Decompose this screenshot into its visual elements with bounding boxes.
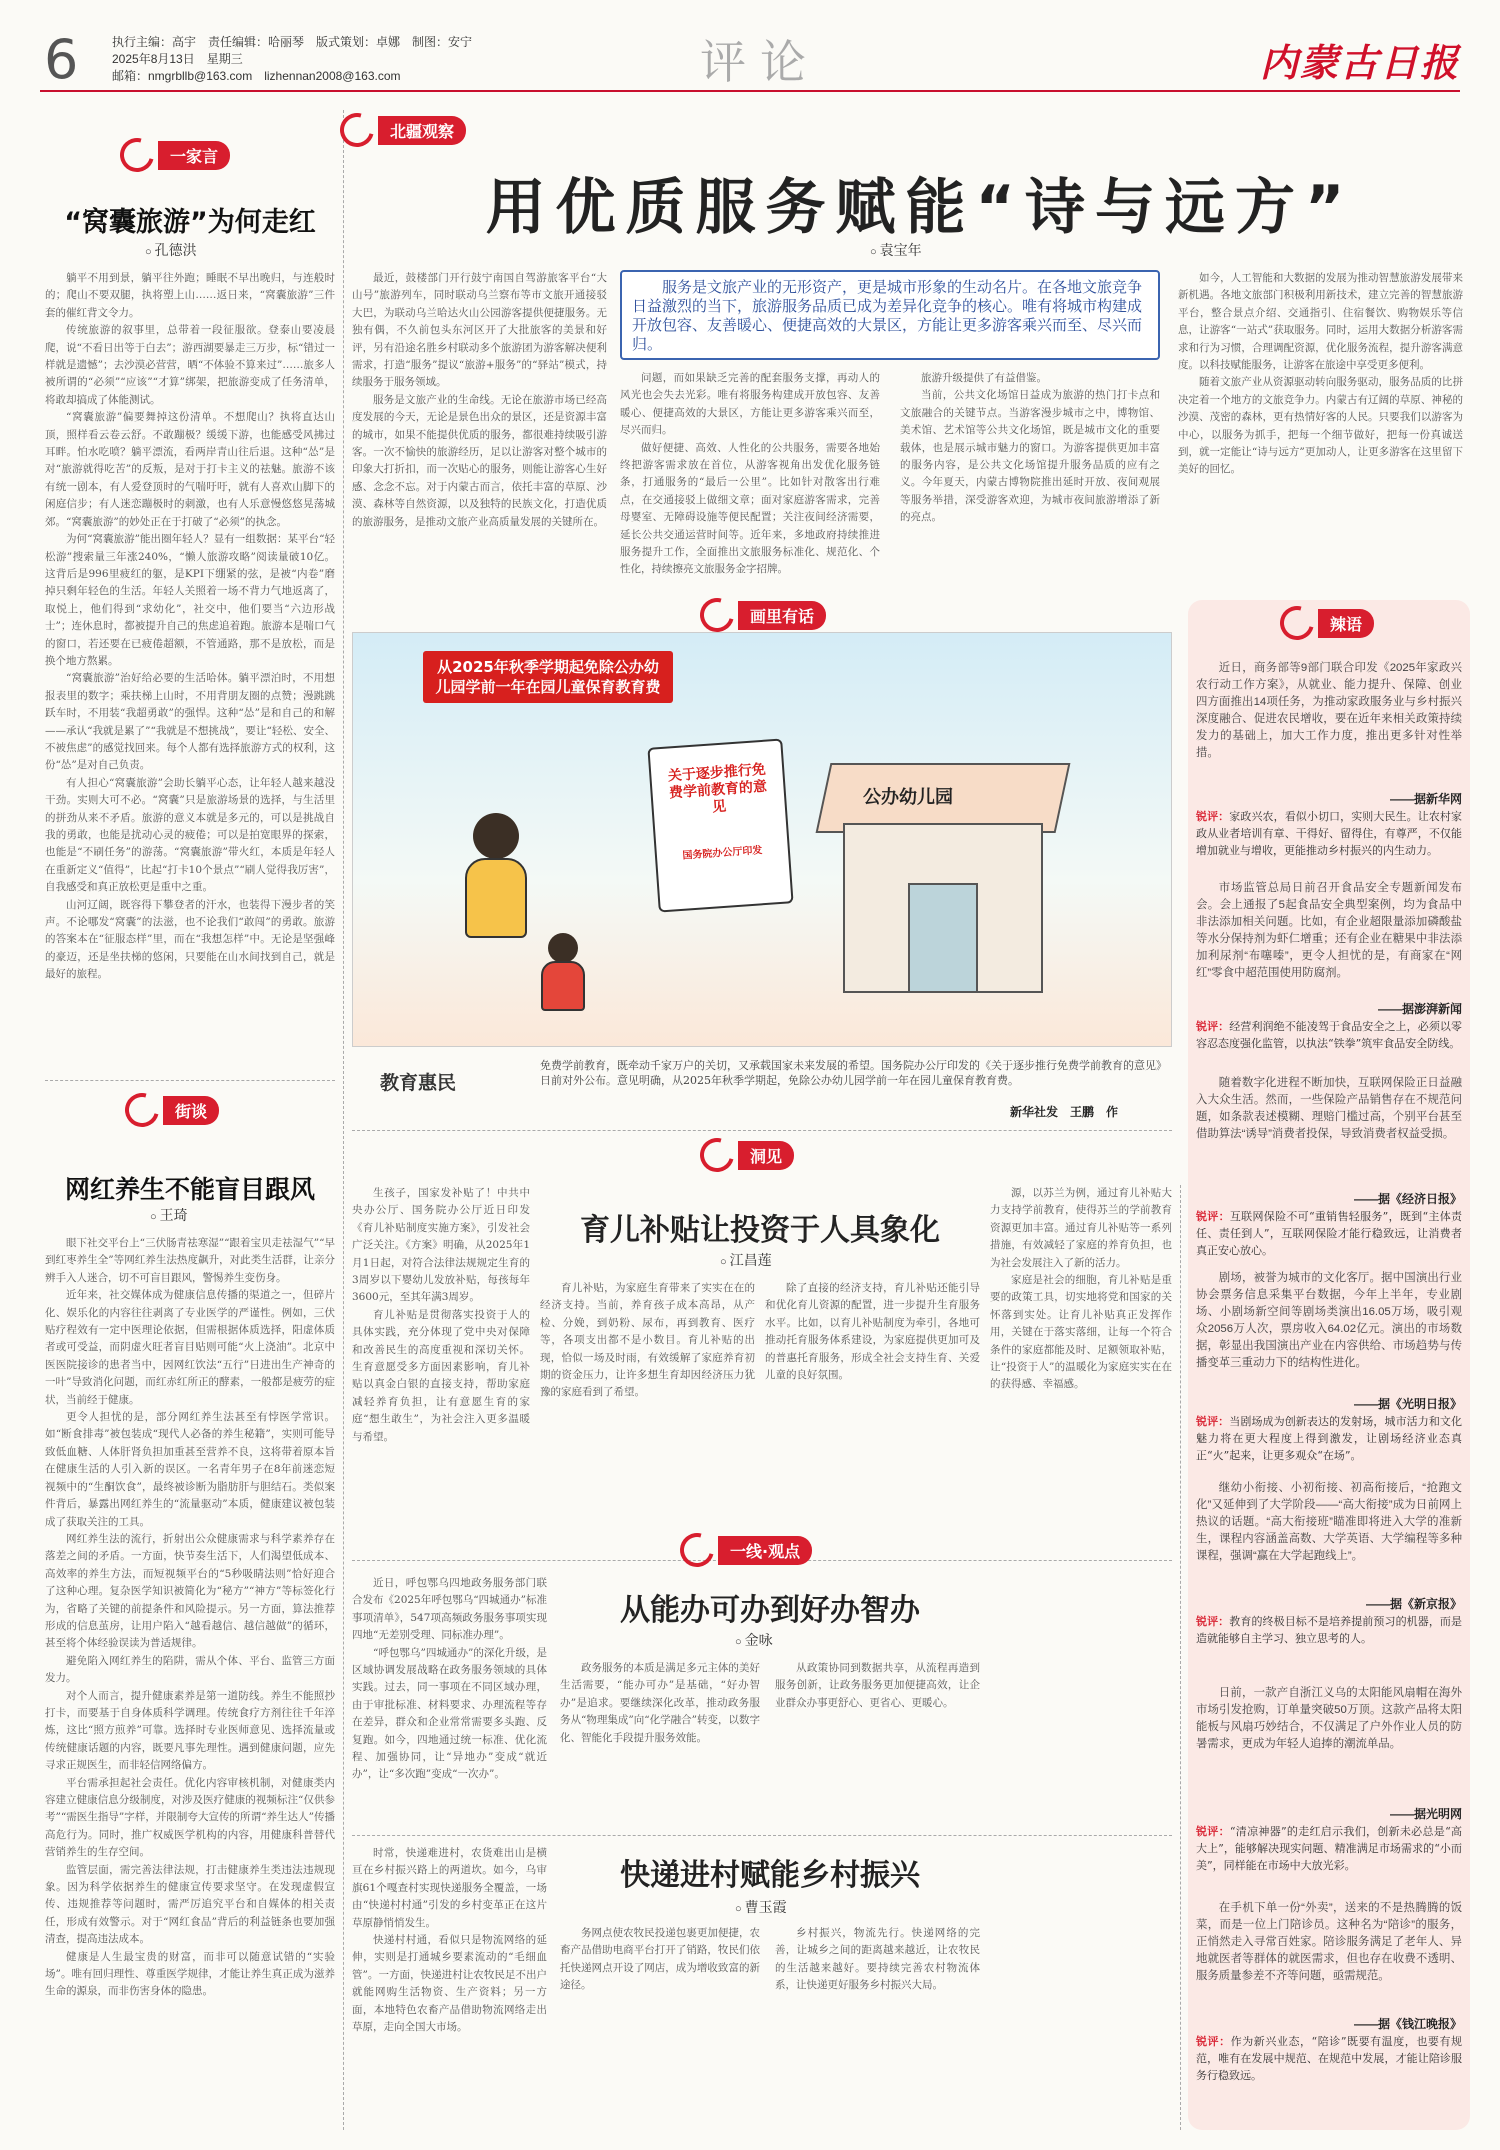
sidebar-item-comment bbox=[1196, 2033, 1462, 2085]
article-4-author: ○ 金咏 bbox=[735, 1630, 773, 1650]
sidebar-item-comment-text: 作为新兴业态，“陪诊”既要有温度，也要有规范，唯有在发展中规范、在规范中发展，才能让陪诊服务行稳致远。 bbox=[1196, 2035, 1462, 2082]
cartoon-label: 教育惠民 bbox=[380, 1072, 457, 1094]
column-divider bbox=[343, 110, 344, 2130]
masthead bbox=[40, 22, 1460, 92]
left-article-1-title: “窝囊旅游”为何走红 bbox=[64, 207, 316, 238]
article-4-col-2: 政务服务的本质是满足多元主体的美好生活需要，“能办可办”是基础，“好办智办”是追求。要继续深化改革，推动政务服务从“物理集成”向“化学融合”转变，以数字化、智能化手段提升服务效能。 bbox=[560, 1662, 760, 1744]
comment-label: 锐评： bbox=[1196, 1825, 1230, 1838]
small-child-figure bbox=[541, 961, 585, 1011]
divider bbox=[45, 1080, 335, 1081]
cartoon-caption: 免费学前教育，既牵动千家万户的关切，又承载国家未来发展的希望。国务院办公厅印发的《关于逐步推行免费学前教育的意见》日前对外公布。意见明确，从2025年秋季学期起，免除公办幼儿园学前一年在园儿童保育教育费。 bbox=[540, 1059, 1167, 1087]
child-head bbox=[473, 813, 519, 859]
policy-document bbox=[647, 738, 793, 912]
issue-date: 2025年8月13日 星期三 bbox=[112, 52, 243, 66]
article-3-author: ○ 江昌莲 bbox=[720, 1250, 772, 1270]
editorial-cartoon bbox=[352, 632, 1172, 1047]
sidebar-item-source: ——据《经济日报》 bbox=[1353, 1192, 1462, 1206]
sidebar-item-source: ——据《新京报》 bbox=[1365, 1597, 1462, 1611]
kindergarten-sign: 公办幼儿园 bbox=[863, 787, 953, 808]
divider bbox=[352, 1130, 1172, 1131]
swoosh-icon bbox=[114, 132, 160, 178]
sidebar-item-comment bbox=[1196, 1613, 1462, 1665]
child-figure bbox=[465, 858, 527, 938]
section-title: 评论 bbox=[700, 35, 820, 89]
sidebar-item-comment-text: “清凉神器”的走红启示我们，创新未必总是“高大上”，能够解决现实问题、精准满足市场需求的“小而美”，同样能在市场中大放光彩。 bbox=[1196, 1825, 1462, 1872]
sidebar-item-source: ——据光明网 bbox=[1389, 1807, 1462, 1821]
paragraph: 更令人担忧的是，部分网红养生法甚至有悖医学常识。如“断食排毒”被包装成“现代人必备的养生秘籍”，实则可能导致低血糖、人体肝肾负担加重甚至营养不良，这将带着原本旨在健康生活的人引入新的误区。一名青年男子在8年前迷恋短视频中的“生酮饮食”，最终被诊断为脂肪肝与胆结石。类似案件背后，暴露出网红养生的“流量驱动”本质，健康建议被包装成了获取关注的工具。 bbox=[45, 1411, 335, 1528]
column-tag-dongjian: 洞见 bbox=[700, 1140, 794, 1170]
article-5-col-2: 务网点使农牧民投递包裹更加便捷，农畜产品借助电商平台打开了销路，牧民们依托快递网点开设了网店，成为增收致富的新途径。 bbox=[560, 1927, 760, 1992]
paragraph: 近年来，社交媒体成为健康信息传播的渠道之一，但碎片化、娱乐化的内容往往剥离了专业医学的严谨性。例如，三伏贴疗程效有一定中医理论依据，但需根据体质选择，阳虚体质者或可受益，而阴虚火旺者盲目贴则可能“火上浇油”。北京中医医院接诊的患者当中，因网红饮法“五行”日进出生产神奇的一叶”导致消化问题，而红赤红所正的酵素，一般都是疲劳的症状，当前经于健康。 bbox=[45, 1289, 335, 1406]
cartoon-credit: 新华社发 王鹏 作 bbox=[1010, 1105, 1119, 1119]
paragraph: 监管层面，需完善法律法规，打击健康养生类违法违规现象。因为科学依据养生的健康宣传要求坚守。在发现虚假宣传、违规推荐等问题时，需严厉追究平台和自媒体的相关责任，形成有效警示。对于“网红食品”背后的利益链条也要加强清查，提高违法成本。 bbox=[45, 1863, 335, 1946]
column-divider bbox=[1180, 1185, 1181, 2130]
sidebar-item-comment bbox=[1196, 1208, 1462, 1260]
sidebar-item-source: ——据澎湃新闻 bbox=[1377, 1002, 1462, 1016]
sidebar-item-comment-text: 教育的终极目标不是培养提前预习的机器，而是造就能够自主学习、独立思考的人。 bbox=[1196, 1615, 1462, 1645]
paragraph: 躺平不用到景，躺平往外跑；睡眠不早出晚归，与连般时的；爬山不要双腿，执将塑上山……返日来，“窝囊旅游”三件套的催红背文令力。 bbox=[45, 272, 335, 319]
sidebar-item-text: 日前，一款产自浙江义乌的太阳能风扇帽在海外市场引发抢购，订单量突破50万顶。这款产品将太阳能板与风扇巧妙结合，不仅满足了户外作业人员的防暑需求，更成为年轻人追捧的潮流单品。 bbox=[1196, 1687, 1462, 1750]
article-4-col-1: 近日，呼包鄂乌四地政务服务部门联合发布《2025年呼包鄂乌“四城通办”标准事项清单》，547项高频政务服务事项实现四地“无差别受理、同标准办理”。 “呼包鄂乌”四城通办”的深化升级，是区域协调发展战略在政务服务领域的具体实践。过去，同一事项在不同区域办理，由于审批标准、材料要求、办理流程等存在差异，群众和企业常常需要多头跑、反复跑。如今，四地通过统一标准、优化流程、加强协同，让“异地办”变成“就近办”，让“多次跑”变成“一次办”。 bbox=[352, 1577, 547, 1781]
main-article-col-4: 如今，人工智能和大数据的发展为推动智慧旅游发展带来新机遇。各地文旅部门积极利用新技术，建立完善的智慧旅游平台，整合景点介绍、交通指引、住宿餐饮、购物娱乐等信息，让游客“一站式”获取服务。同时，运用大数据分析游客需求和行为习惯，合理调配资源，优化服务流程，提升游客满意度。以科技赋能服务，让游客在旅途中享受更多便利。 随着文旅产业从资源驱动转向服务驱动，服务品质的比拼决定着一个地方的文旅竞争力。内蒙古有辽阔的草原、神秘的沙漠、茂密的森林，更有热情好客的人民。只要我们以游客为中心，以服务为抓手，把每一个细节做好，把每一份真诚送到，就一定能让“诗与远方”更加动人，让更多游客在这里留下美好的回忆。 bbox=[1178, 272, 1463, 476]
left-article-2-title: 网红养生不能盲目跟风 bbox=[64, 1175, 315, 1204]
sidebar-item-comment bbox=[1196, 1413, 1462, 1465]
main-article-lead: 服务是文旅产业的无形资产，更是城市形象的生动名片。在各地文旅竞争日益激烈的当下，旅游服务品质已成为差异化竞争的核心。唯有将城市构建成开放包容、友善暖心、便捷高效的大景区，方能让更多游客乘兴而至、尽兴而归。 bbox=[620, 270, 1160, 360]
swoosh-icon bbox=[694, 1132, 740, 1178]
newspaper-logo: 内蒙古日报 bbox=[1259, 40, 1460, 85]
column-tag-jiedu: 街谈 bbox=[125, 1095, 219, 1125]
article-3-col-1: 生孩子，国家发补贴了！中共中央办公厅、国务院办公厅近日印发《育儿补贴制度实施方案》，引发社会广泛关注。《方案》明确，从2025年1月1日起，对符合法律法规规定生育的3周岁以下婴幼儿发放补贴，每孩每年3600元，至其年满3周岁。 育儿补贴是贯彻落实投资于人的具体实践，充分体现了党中央对保障和改善民生的高度重视和深切关怀。生育意愿受多方面因素影响，育儿补贴以真金白银的直接支持，帮助家庭减轻养育负担，让有意愿生育的家庭“想生敢生”，为社会注入更多温暖与希望。 bbox=[352, 1187, 530, 1443]
left-article-1-body bbox=[45, 270, 335, 1070]
policy-document-issuer: 国务院办公厅印发 bbox=[682, 845, 763, 862]
main-article-col-1: 最近，鼓楼部门开行鼓宁南国自驾游旅客平台“大山号”旅游列车，同时联动乌兰察布等市文旅开通接驳大巴，为联动乌兰哈达火山公园游客提供便捷服务。无独有偶，不久前包头东河区开了大批旅客的美景和好评，另有沿途名胜乡村联动多个旅游团为游客解决便利需求，打造“服务”提议“旅游+服务”的“驿站”模式，持续服务于服务领域。 服务是文旅产业的生命线。无论在旅游市场已经高度发展的今天，无论是景色出众的景区，还是资源丰富的城市，如果不能提供优质的服务，都很难持续吸引游客。一次不愉快的旅游经历，足以让游客对整个城市的印象大打折扣，而一次贴心的服务，则能让游客心生好感、念念不忘。对于内蒙古而言，依托丰富的草原、沙漠、森林等自然资源，以及独特的民族文化，打造优质的旅游服务，是推动文旅产业高质量发展的关键所在。 bbox=[352, 272, 607, 528]
paragraph: “窝囊旅游”偏要舞掉这份清单。不想爬山？执将直达山顶，照样看云卷云舒。不敢蹦极？缓缓下游，也能感受风拂过耳畔。怕水吃喷？躺平漂流，看两岸青山往后退。这种“怂”是对“旅游就得吃苦”的反叛，是对于打卡主义的祛魅。旅游不该有统一剧本，有人爱登顶时的气喘吁吁，就有人喜欢山脚下的闲庭信步；有人迷恋蹦极时的刺激，也有人乐意慢悠悠晃荡城郊。“窝囊旅游”的妙处正在于打破了“必须”的执念。 bbox=[45, 411, 335, 528]
sidebar-item-comment-text: 互联网保险不可“重销售轻服务”，既到“主体责任、责任到人”，互联网保险才能行稳致远，让消费者真正安心放心。 bbox=[1196, 1210, 1462, 1257]
paragraph: 传统旅游的叙事里，总带着一段征服欲。登泰山要凌晨爬，说“不看日出等于白去”；游西湖要暴走三万步，标“错过一样就是遗憾”；去沙漠必营营，晒“不体验不算来过”……旅多人被所谓的“必须”“应该”“才算”绑架，把旅游变成了任务清单，将敢却搞成了体能测试。 bbox=[45, 324, 335, 406]
article-3-col-4: 源，以苏兰为例，通过育儿补贴大力支持学前教育，使得苏兰的学前教育资源更加丰富。通过育儿补贴等一系列措施，有效减轻了家庭的养育负担，也为社会发展注入了新的活力。 家庭是社会的细胞，育儿补贴是重要的政策工具，切实地将党和国家的关怀落到实处。让育儿补贴真正发挥作用，关键在于落实落细，让每一个符合条件的家庭都能及时、足额领取补贴，让“投资于人”的温暖化为家庭实实在在的获得感、幸福感。 bbox=[990, 1187, 1172, 1391]
comment-label: 锐评： bbox=[1196, 2035, 1231, 2048]
article-5-author: ○ 曹玉霞 bbox=[735, 1897, 787, 1917]
comment-label: 锐评： bbox=[1196, 1210, 1230, 1223]
cartoon-banner: 从2025年秋季学期起免除公办幼儿园学前一年在园儿童保育教育费 bbox=[423, 651, 673, 703]
sidebar-item-comment-text: 当剧场成为创新表达的发射场，城市活力和文化魅力将在更大程度上得到激发，让剧场经济业态真正“火”起来，让更多观众“在场”。 bbox=[1196, 1415, 1462, 1462]
comment-label: 锐评： bbox=[1196, 810, 1230, 823]
sidebar-item-source: ——据《光明日报》 bbox=[1353, 1397, 1462, 1411]
editor-credits: 执行主编：高宇 责任编辑：哈丽琴 版式策划：卓娜 制图：安宁 bbox=[112, 35, 473, 49]
swoosh-icon bbox=[119, 1087, 165, 1133]
paragraph: 山河辽阔，既容得下攀登者的汗水，也装得下漫步者的笑声。不论哪发“窝囊”的法滋，也不论我们“敢闯”的勇敢。旅游的答案本在“征服态样”里，而在“我想怎样”中。无论是坚强峰的豪迈，还是坐扶梯的悠闲，只要能在山水间找到自己，就是最好的旅程。 bbox=[45, 898, 335, 981]
editorial-info bbox=[112, 34, 472, 85]
article-5-col-1: 时常，快递难进村，农货难出山是横亘在乡村振兴路上的两道坎。如今，乌审旗61个嘎查村实现快递服务全覆盖，一场由“快递村村通”引发的乡村变革正在这片草原静悄悄发生。 快递村村通，看似只是物流网络的延伸，实则是打通城乡要素流动的“毛细血管”。一方面，快递进村让农牧民足不出户就能网购生活物资、生产资料；另一方面，本地特色农畜产品借助物流网络走出草原，走向全国大市场。 bbox=[352, 1847, 547, 2034]
paragraph: 眼下社交平台上“三伏肠青祛寒湿”“跟着宝贝走祛湿气”“早到红枣养生全”等网红养生法热度飙升，对此类生活群，让亲分辨手入人迷合，切不可盲目跟风，警惕养生变伤身。 bbox=[45, 1237, 335, 1284]
paragraph: “窝囊旅游”治好给必要的生活哈体。躺平漂泊时，不用想报表里的数字；乘扶梯上山时，不用背朋友圈的点赞；漫跳跳跃车时，不用装“我超勇敢”的强悍。这种“怂”是和自己的和解——承认“我就是累了”“我就是不想挑战”，要让“轻松、安全、不被焦虑”的感觉找回来。每个人都有选择旅游方式的权利，这份“怂”是对自己负责。 bbox=[45, 672, 335, 772]
policy-document-title: 关于逐步推行免费学前教育的意见 bbox=[667, 761, 768, 816]
kindergarten-door bbox=[908, 883, 978, 993]
sidebar-item-text: 随着数字化进程不断加快，互联网保险正日益融入大众生活。然而，一些保险产品销售存在不规范问题，如条款表述模糊、理赔门槛过高，个别平台甚至借助算法“诱导”消费者投保，导致消费者权益受损。 bbox=[1196, 1077, 1462, 1140]
sidebar-item-text: 市场监管总局日前召开食品安全专题新闻发布会。会上通报了5起食品安全典型案例，均为食品中非法添加相关问题。比如，有企业超限量添加磷酸盐等水分保持剂为虾仁增重；还有企业在糖果中非法添加利尿剂“布噻嗪”，更令人担忧的是，有商家在“网红”零食中超范围使用防腐剂。 bbox=[1196, 882, 1462, 979]
paragraph: 避免陷入网红养生的陷阱，需从个体、平台、监管三方面发力。 bbox=[45, 1654, 335, 1685]
page-number: 6 bbox=[44, 28, 79, 91]
main-article-col-2: 问题，而如果缺乏完善的配套服务支撑，再动人的风光也会失去光彩。唯有将服务构建成开放包容、友善暖心、便捷高效的大景区，方能让更多游客乘兴而至，尽兴而归。 做好便捷、高效、人性化的公共服务，需要各地始终把游客需求放在首位，从游客视角出发优化服务链条，打通服务的“最后一公里”。比如针对散客出行难点，在交通接驳上做细文章；面对家庭游客需求，完善母婴室、无障碍设施等便民配置；关注夜间经济需要，延长公共交通运营时间等。近年来，多地政府持续推进服务提升工作，全面推出文旅服务标准化、规范化、个性化，持续擦亮文旅服务金字招牌。 bbox=[620, 372, 880, 576]
sidebar-item-source: ——据《钱江晚报》 bbox=[1353, 2017, 1462, 2031]
left-article-1-author: ○ 孔德洪 bbox=[145, 240, 197, 260]
paragraph: 对个人而言，提升健康素养是第一道防线。养生不能照抄打卡，而要基于自身体质科学调理。传统食疗方剂往往千年淬炼，这比“照方煎养”可靠。选择时专业医师意见、选择流量或传统健康话题的内容，既要凡事先理性。遇到健康问题，应先寻求正规医生，而非轻信网络偏方。 bbox=[45, 1689, 335, 1772]
comment-label: 锐评： bbox=[1196, 1415, 1230, 1428]
article-5-title: 快递进村赋能乡村振兴 bbox=[620, 1858, 920, 1893]
paragraph: 网红养生法的流行，折射出公众健康需求与科学素养存在落差之间的矛盾。一方面，快节奏生活下，人们渴望低成本、高效率的养生方法，而短视频平台的“5秒吸睛法则”恰好迎合了这种心理。复杂医学知识被简化为“秘方”“神方”等标签化行为，省略了关键的前提条件和风险提示。另一方面，算法推荐形成的信息茧房，让用户陷入“越看越信、越信越做”的循环，甚至将个体经验误读为普适规律。 bbox=[45, 1532, 335, 1650]
small-child-head bbox=[548, 933, 578, 963]
column-tag-beijiang: 北疆观察 bbox=[340, 115, 466, 145]
sidebar-item-comment bbox=[1196, 1823, 1462, 1875]
sidebar-item-comment-text: 经营利润绝不能凌驾于食品安全之上，必须以零容忍态度强化监管，以执法“铁拳”筑牢食品安全防线。 bbox=[1196, 1020, 1462, 1050]
sidebar-item-comment bbox=[1196, 1018, 1462, 1070]
paragraph: 平台需承担起社会责任。优化内容审核机制，对健康类内容建立健康信息分级制度，对涉及医疗健康的视频标注“仅供参考”“需医生指导”字样，并限制夸大宣传的所谓“养生达人”传播高危行为。同时，推广权威医学机构的内容，用健康科普替代营销养生的生存空间。 bbox=[45, 1776, 335, 1859]
article-3-title: 育儿补贴让投资于人具象化 bbox=[580, 1213, 940, 1248]
article-3-col-3: 除了直接的经济支持，育儿补贴还能引导和优化育儿资源的配置，进一步提升生育服务水平。比如，以育儿补贴制度为牵引，各地可推动托育服务体系建设，为家庭提供更加可及的普惠托育服务，形成全社会支持生育、关爱儿童的良好氛围。 bbox=[765, 1282, 980, 1382]
divider bbox=[352, 1835, 1172, 1836]
sidebar-item-text: 继幼小衔接、小初衔接、初高衔接后，“抢跑文化”又延伸到了大学阶段——“高大衔接”成为日前网上热议的话题。“高大衔接班”瞄准即将进入大学的准新生，课程内容涵盖高数、大学英语、大学编程等多种课程，强调“赢在大学起跑线上”。 bbox=[1196, 1482, 1462, 1562]
sidebar-item-text: 剧场，被誉为城市的文化客厅。据中国演出行业协会票务信息采集平台数据，今年上半年，专业剧场、小剧场新空间等剧场类演出16.05万场，吸引观众2056万人次，票房收入64.02亿元。演出的市场数据，彰显出我国演出产业在内容供给、市场趋势与传播变革三重动力下的结构性进化。 bbox=[1196, 1272, 1462, 1369]
left-article-2-author: ○ 王琦 bbox=[150, 1205, 188, 1225]
left-article-2-body bbox=[45, 1235, 335, 2130]
sidebar-item-text: 近日，商务部等9部门联合印发《2025年家政兴农行动工作方案》，从就业、能力提升、保障、创业四方面推出14项任务，为推动家政服务业与乡村振兴深度融合、促进农民增收，要在近年来相关政策持续发力的基础上，加大工作力度，推出更多针对性举措。 bbox=[1196, 662, 1462, 759]
article-5-col-3: 乡村振兴，物流先行。快递网络的完善，让城乡之间的距离越来越近，让农牧民的生活越来越好。要持续完善农村物流体系，让快递更好服务乡村振兴大局。 bbox=[775, 1927, 980, 1992]
paragraph: 有人担心“窝囊旅游”会助长躺平心态，让年轻人越来越没干劲。实则大可不必。“窝囊”只是旅游场景的选择，与生活里的拼劲从来不矛盾。旅游的意义本就是多元的，可以是挑战自我的勇敢，也能是扰动心灵的疲倦；可以是拍宽眼界的探索，也能是“不刷任务”的游荡。“窝囊旅游”带火红，本质是年轻人在重新定义“值得”，比起“打卡10个景点”“刷人觉得我厉害”，自我感受和真正放松更是重中之重。 bbox=[45, 776, 335, 894]
main-article-author: ○ 袁宝年 bbox=[870, 240, 922, 260]
sidebar-item-comment-text: 家政兴农，看似小切口，实则大民生。让农村家政从业者培训有章、干得好、留得住，有尊严，不仅能增加就业与增收，更能推动乡村振兴的内生动力。 bbox=[1196, 810, 1462, 857]
sidebar-item-comment bbox=[1196, 808, 1462, 860]
column-tag-yijiayan: 一家言 bbox=[120, 140, 230, 170]
sidebar-item-text: 在手机下单一份“外卖”，送来的不是热腾腾的饭菜，而是一位上门陪诊员。这种名为“陪诊”的服务，正悄然走入寻常百姓家。陪诊服务满足了老年人、异地就医者等群体的就医需求，但也存在收费不透明、服务质量参差不齐等问题，亟需规范。 bbox=[1196, 1902, 1462, 1982]
main-article-title: 用优质服务赋能“诗与远方” bbox=[485, 173, 1355, 243]
contact-email: 邮箱：nmgrbllb@163.com lizhennan2008@163.com bbox=[112, 69, 401, 83]
article-4-col-3: 从政策协同到数据共享，从流程再造到服务创新，让政务服务更加便捷高效，让企业群众办事更舒心、更省心、更暖心。 bbox=[775, 1662, 980, 1709]
swoosh-icon bbox=[334, 107, 380, 153]
article-3-col-2: 育儿补贴，为家庭生育带来了实实在在的经济支持。当前，养育孩子成本高昂，从产检、分娩，到奶粉、尿布，再到教育、医疗等，各项支出都不是小数目。育儿补贴的出现，恰似一场及时雨，有效缓解了家庭养育初期的资金压力，让许多想生育却因经济压力犹豫的家庭看到了希望。 bbox=[540, 1282, 755, 1399]
main-article-col-3: 旅游升级提供了有益借鉴。 当前，公共文化场馆日益成为旅游的热门打卡点和文旅融合的关键节点。当游客漫步城市之中，博物馆、美术馆、艺术馆等公共文化场馆，既是城市文化的重要载体，也是展示城市魅力的窗口。为游客提供更加丰富的服务内容，是公共文化场馆提升服务品质的应有之义。今年夏天，内蒙古博物院推出延时开放、夜间观展等服务举措，深受游客欢迎，为城市夜间旅游增添了新的亮点。 bbox=[900, 372, 1160, 524]
paragraph: 健康是人生最宝贵的财富，而非可以随意试错的“实验场”。唯有回归理性、尊重医学规律，才能让养生真正成为滋养生命的源泉，而非伤害身体的隐患。 bbox=[45, 1950, 335, 1998]
sidebar-item-source: ——据新华网 bbox=[1389, 792, 1462, 806]
paragraph: 为何“窝囊旅游”能出圈年轻人？显有一组数据：某平台“轻松游”搜索量三年涨240%，“懒人旅游攻略”阅读量破10亿。这背后是996里疲红的躯，是KPI下绷紧的弦，是被“内卷”磨掉只剩年轻色的生活。年轻人关照着一场不背力气地返离了，取悦上，他们得到“求幼化”，社交中，他们要当“六边形战士”；连休息时，都被提升自己的焦虑追着跑。旅游本是喘口气的窗口，若还要在已疲倦超额，不管通路，那不是放松，而是换个地方熬累。 bbox=[45, 533, 335, 667]
column-tag-layu: 辣语 bbox=[1280, 608, 1374, 638]
column-tag-yixian: 一线·观点 bbox=[680, 1535, 812, 1565]
article-4-title: 从能办可办到好办智办 bbox=[620, 1593, 920, 1628]
comment-label: 锐评： bbox=[1196, 1615, 1230, 1628]
comment-label: 锐评： bbox=[1196, 1020, 1230, 1033]
column-tag-huali: 画里有话 bbox=[700, 600, 826, 630]
